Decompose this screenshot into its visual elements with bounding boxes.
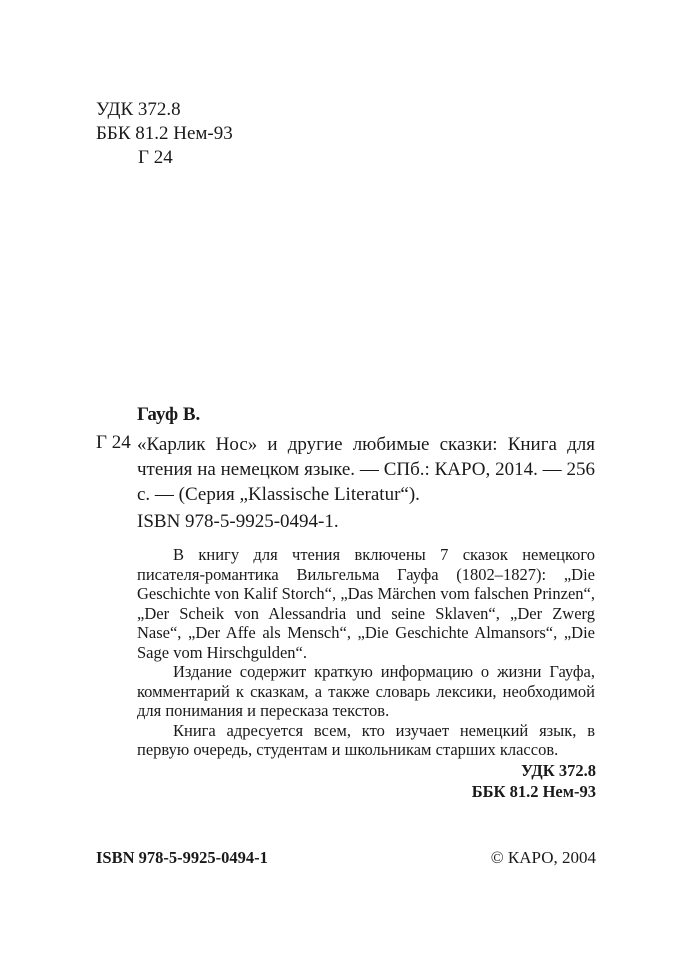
annotation-paragraph: В книгу для чтения включены 7 сказок немецкого писателя-романтика Вильгельма Гауфа (1802–1827): „Die Geschichte von Kalif Storch“, „Das Märchen vom falschen Prinzen“, „Der Scheik von Alessandria und seine Sklaven“, „Der Zwerg Nase“, „Der Affe als Mensch“, „Die Geschichte Almansors“, „Die Sage vom Hirschgulden“. xyxy=(137,545,595,662)
copyright-notice: © КАРО, 2004 xyxy=(490,848,596,867)
author-name: Гауф В. xyxy=(137,404,201,425)
classification-bottom xyxy=(472,760,596,802)
annotation xyxy=(137,545,595,760)
classification-block xyxy=(96,98,233,170)
annotation-paragraph: Книга адресуется всем, кто изучает немецкий язык, в первую очередь, студентам и школьникам старших классов. xyxy=(137,720,595,759)
author-mark: Г 24 xyxy=(138,147,173,168)
footer-isbn: ISBN 978-5-9925-0494-1 xyxy=(96,848,268,867)
bbk-code-bottom: ББК 81.2 Нем-93 xyxy=(471,782,596,801)
entry-isbn: ISBN 978-5-9925-0494-1. xyxy=(137,511,339,532)
udk-code-bottom: УДК 372.8 xyxy=(520,761,596,780)
udk-code: УДК 372.8 xyxy=(96,99,181,120)
bibliographic-description: «Карлик Нос» и другие любимые сказки: Книга для чтения на немецком языке. — СПб.: КАРО, 2014. — 256 с. — (Серия „Klassische Literatur“). xyxy=(137,434,595,505)
bbk-code: ББК 81.2 Нем-93 xyxy=(96,123,233,144)
annotation-paragraph: Издание содержит краткую информацию о жизни Гауфа, комментарий к сказкам, а также словарь лексики, необходимой для понимания и пересказа текстов. xyxy=(137,662,595,720)
entry-author-mark: Г 24 xyxy=(96,432,131,453)
